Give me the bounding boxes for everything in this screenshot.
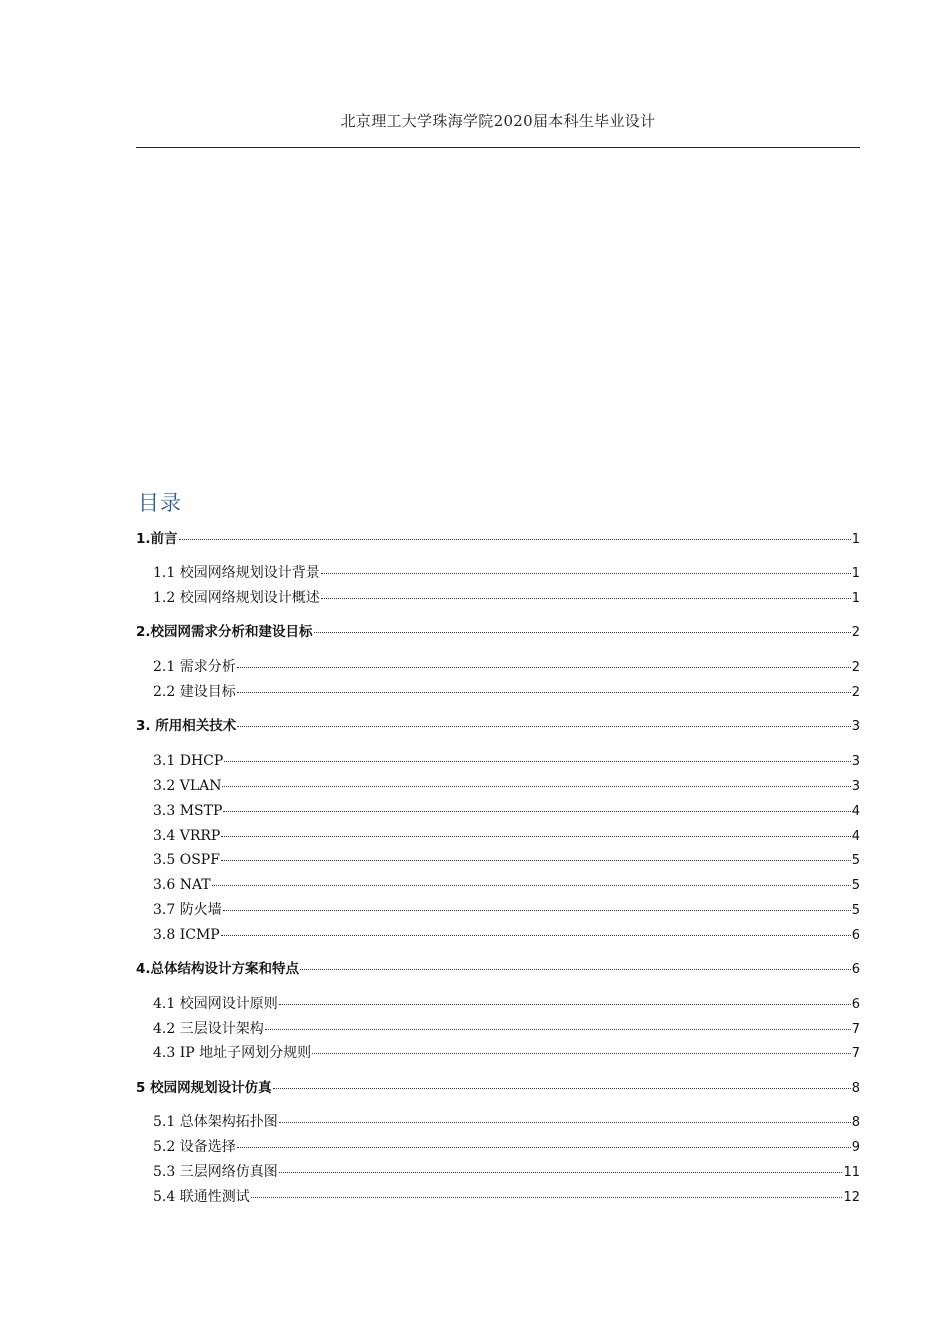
toc-leader-dots bbox=[312, 1052, 851, 1054]
toc-leader-dots bbox=[224, 760, 850, 762]
toc-leader-dots bbox=[300, 968, 851, 970]
toc-entry-page: 1 bbox=[851, 591, 860, 606]
toc-entry-page: 2 bbox=[851, 625, 860, 640]
toc-entry-label: 3.5 OSPF bbox=[153, 852, 220, 868]
toc-entry-label: 5.3 三层网络仿真图 bbox=[153, 1164, 278, 1180]
toc-entry[interactable] bbox=[153, 681, 860, 703]
toc-leader-dots bbox=[251, 1196, 843, 1198]
toc-leader-dots bbox=[223, 810, 850, 812]
toc-entry-page: 2 bbox=[851, 660, 860, 675]
toc-entry-page: 2 bbox=[851, 685, 860, 700]
toc-leader-dots bbox=[237, 691, 851, 693]
toc-entry-page: 6 bbox=[851, 997, 860, 1012]
toc-entry-label: 3.6 NAT bbox=[153, 877, 211, 893]
toc-leader-dots bbox=[237, 725, 850, 727]
toc-entry-page: 1 bbox=[851, 566, 860, 581]
toc-entry-label: 5.2 设备选择 bbox=[153, 1139, 236, 1155]
toc-leader-dots bbox=[314, 631, 851, 633]
toc-entry-page: 8 bbox=[851, 1115, 860, 1130]
toc-entry-label: 3. 所用相关技术 bbox=[136, 718, 237, 734]
toc-entry-page: 7 bbox=[851, 1022, 860, 1037]
toc-entry[interactable] bbox=[136, 1077, 860, 1099]
toc-leader-dots bbox=[223, 909, 851, 911]
toc-entry-page: 5 bbox=[851, 853, 860, 868]
toc-entry-page: 6 bbox=[851, 962, 860, 977]
toc-entry[interactable] bbox=[153, 750, 860, 772]
toc-entry-label: 4.2 三层设计架构 bbox=[153, 1021, 264, 1037]
toc-entry[interactable] bbox=[153, 1018, 860, 1040]
toc-entry-label: 3.2 VLAN bbox=[153, 778, 222, 794]
toc-entry-label: 5.1 总体架构拓扑图 bbox=[153, 1114, 278, 1130]
toc-entry-page: 3 bbox=[851, 779, 860, 794]
toc-title: 目录 bbox=[138, 491, 182, 515]
toc-entry[interactable] bbox=[153, 1042, 860, 1064]
toc-leader-dots bbox=[279, 1121, 851, 1123]
toc-leader-dots bbox=[237, 1146, 851, 1148]
toc-leader-dots bbox=[179, 538, 851, 540]
toc-entry[interactable] bbox=[136, 528, 860, 550]
toc-entry-label: 4.1 校园网设计原则 bbox=[153, 996, 278, 1012]
toc-entry-page: 3 bbox=[851, 754, 860, 769]
toc-leader-dots bbox=[273, 1087, 851, 1089]
toc-leader-dots bbox=[279, 1171, 843, 1173]
toc-entry[interactable] bbox=[153, 825, 860, 847]
toc-leader-dots bbox=[279, 1003, 851, 1005]
toc-entry[interactable] bbox=[153, 800, 860, 822]
toc-leader-dots bbox=[222, 785, 850, 787]
toc-leader-dots bbox=[321, 597, 851, 599]
toc-entry[interactable] bbox=[153, 849, 860, 871]
toc-leader-dots bbox=[237, 666, 851, 668]
toc-entry[interactable] bbox=[153, 874, 860, 896]
toc-entry-label: 2.校园网需求分析和建设目标 bbox=[136, 624, 313, 640]
toc-leader-dots bbox=[321, 572, 851, 574]
toc-leader-dots bbox=[221, 934, 851, 936]
toc-leader-dots bbox=[221, 859, 851, 861]
toc-entry[interactable] bbox=[153, 1186, 860, 1208]
toc-entry[interactable] bbox=[153, 924, 860, 946]
toc-entry-label: 1.2 校园网络规划设计概述 bbox=[153, 590, 320, 606]
toc-entry-page: 1 bbox=[851, 532, 860, 547]
toc-entry-label: 4.3 IP 地址子网划分规则 bbox=[153, 1045, 312, 1061]
toc-entry[interactable] bbox=[153, 1111, 860, 1133]
toc-entry-label: 3.8 ICMP bbox=[153, 927, 220, 943]
toc-entry-page: 5 bbox=[851, 903, 860, 918]
toc-entry[interactable] bbox=[136, 621, 860, 643]
toc-entry-label: 5.4 联通性测试 bbox=[153, 1189, 250, 1205]
toc-entry[interactable] bbox=[136, 715, 860, 737]
toc-entry-page: 9 bbox=[851, 1140, 860, 1155]
toc-entry-label: 5 校园网规划设计仿真 bbox=[136, 1080, 272, 1096]
page-header: 北京理工大学珠海学院2020届本科生毕业设计 bbox=[340, 112, 656, 130]
toc-entry-page: 6 bbox=[851, 928, 860, 943]
toc-entry-label: 3.1 DHCP bbox=[153, 753, 224, 769]
toc-entry-page: 4 bbox=[851, 804, 860, 819]
toc-entry-label: 4.总体结构设计方案和特点 bbox=[136, 961, 300, 977]
toc-entry-label: 2.1 需求分析 bbox=[153, 659, 236, 675]
toc-entry[interactable] bbox=[153, 899, 860, 921]
toc-entry-page: 11 bbox=[843, 1165, 860, 1180]
toc-entry[interactable] bbox=[153, 993, 860, 1015]
toc-leader-dots bbox=[212, 884, 851, 886]
toc-entry-page: 12 bbox=[843, 1190, 860, 1205]
toc-entry[interactable] bbox=[153, 656, 860, 678]
toc-entry[interactable] bbox=[153, 1161, 860, 1183]
toc-entry[interactable] bbox=[136, 958, 860, 980]
toc-entry-page: 4 bbox=[851, 829, 860, 844]
toc-entry-label: 1.1 校园网络规划设计背景 bbox=[153, 565, 320, 581]
toc-entry-label: 3.7 防火墙 bbox=[153, 902, 222, 918]
toc-entry[interactable] bbox=[153, 587, 860, 609]
toc-entry-label: 3.3 MSTP bbox=[153, 803, 223, 819]
toc-entry[interactable] bbox=[153, 1136, 860, 1158]
toc-entry-page: 8 bbox=[851, 1081, 860, 1096]
toc-entry[interactable] bbox=[153, 775, 860, 797]
toc-entry-label: 3.4 VRRP bbox=[153, 828, 221, 844]
toc-entry-label: 2.2 建设目标 bbox=[153, 684, 236, 700]
toc-entry-page: 5 bbox=[851, 878, 860, 893]
header-divider bbox=[136, 147, 860, 148]
toc-entry-page: 7 bbox=[851, 1046, 860, 1061]
toc-entry-page: 3 bbox=[851, 719, 860, 734]
toc-leader-dots bbox=[265, 1028, 851, 1030]
toc-entry[interactable] bbox=[153, 562, 860, 584]
toc-entry-label: 1.前言 bbox=[136, 531, 178, 547]
toc-leader-dots bbox=[221, 835, 850, 837]
